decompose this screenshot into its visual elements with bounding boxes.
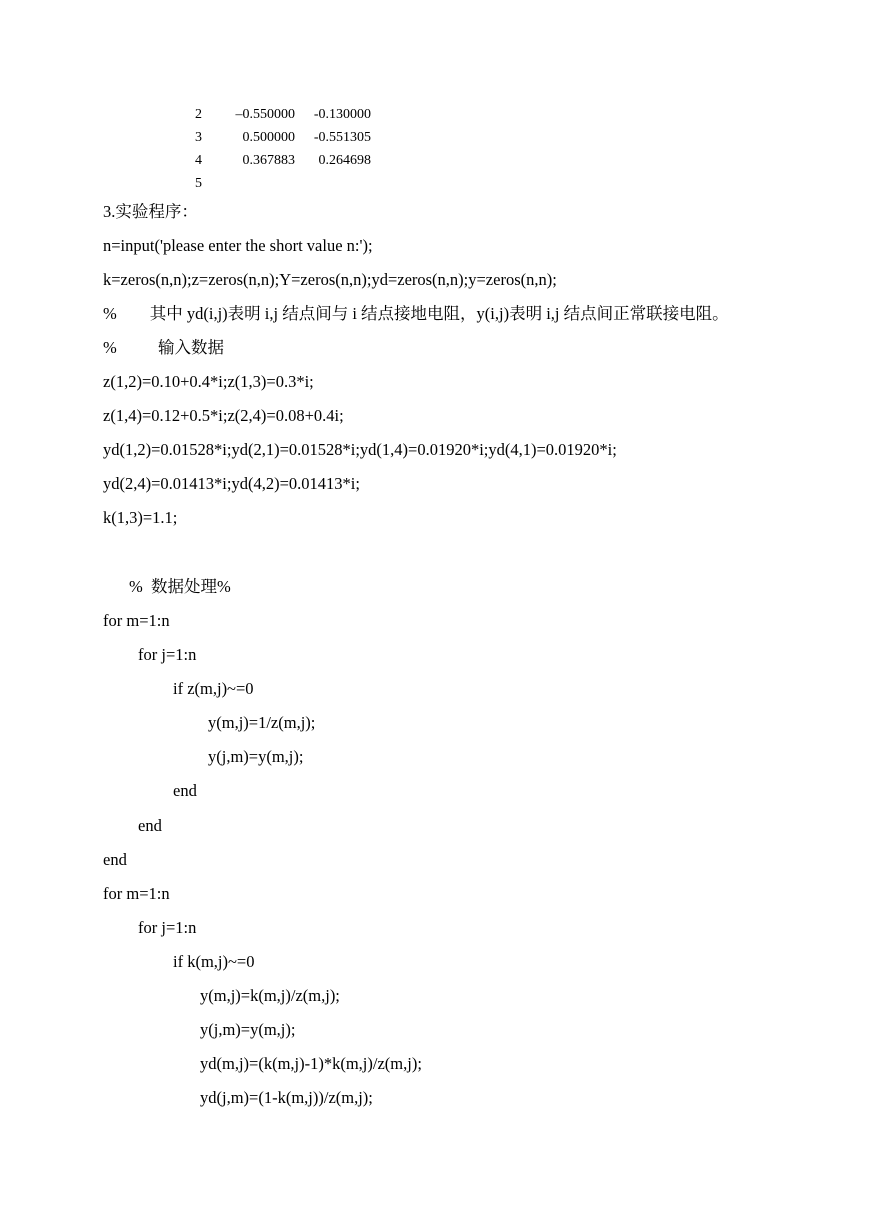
code-line: y(j,m)=y(m,j); bbox=[200, 1020, 296, 1039]
value-a: –0.550000 bbox=[235, 107, 295, 122]
comment-line: % 输入数据 bbox=[103, 338, 224, 357]
code-line: end bbox=[138, 816, 162, 835]
comment-line: % 其中 yd(i,j)表明 i,j 结点间与 i 结点接地电阻，y(i,j)表明 i,j 结点间正常联接电阻。 bbox=[103, 304, 729, 323]
code-line: k(1,3)=1.1; bbox=[103, 508, 178, 527]
code-line: n=input('please enter the short value n:'); bbox=[103, 236, 373, 255]
code-line: for m=1:n bbox=[103, 611, 170, 630]
code-line: for j=1:n bbox=[138, 645, 197, 664]
code-line: k=zeros(n,n);z=zeros(n,n);Y=zeros(n,n);yd=zeros(n,n);y=zeros(n,n); bbox=[103, 270, 557, 289]
code-line: y(m,j)=k(m,j)/z(m,j); bbox=[200, 986, 340, 1005]
code-line: y(j,m)=y(m,j); bbox=[208, 747, 304, 766]
value-a: 0.500000 bbox=[242, 130, 295, 145]
code-line: for j=1:n bbox=[138, 918, 197, 937]
code-line: end bbox=[173, 781, 197, 800]
code-line: z(1,2)=0.10+0.4*i;z(1,3)=0.3*i; bbox=[103, 372, 314, 391]
value-b: -0.551305 bbox=[313, 130, 371, 145]
section-heading: 3.实验程序： bbox=[103, 202, 198, 221]
code-line: for m=1:n bbox=[103, 884, 170, 903]
value-b: -0.130000 bbox=[313, 107, 371, 122]
code-line: if z(m,j)~=0 bbox=[173, 679, 254, 698]
value-a: 0.367883 bbox=[242, 153, 295, 168]
code-line: end bbox=[103, 850, 127, 869]
table-row bbox=[195, 174, 216, 194]
code-line: yd(1,2)=0.01528*i;yd(2,1)=0.01528*i;yd(1,4)=0.01920*i;yd(4,1)=0.01920*i; bbox=[103, 440, 617, 459]
code-line: yd(j,m)=(1-k(m,j))/z(m,j); bbox=[200, 1088, 373, 1107]
code-line: z(1,4)=0.12+0.5*i;z(2,4)=0.08+0.4i; bbox=[103, 406, 344, 425]
table-row bbox=[195, 105, 371, 125]
row-index: 2 bbox=[195, 107, 202, 122]
row-index: 4 bbox=[195, 153, 202, 168]
table-row bbox=[195, 151, 371, 171]
table-row bbox=[195, 128, 371, 148]
code-line: yd(2,4)=0.01413*i;yd(4,2)=0.01413*i; bbox=[103, 474, 360, 493]
code-line: if k(m,j)~=0 bbox=[173, 952, 255, 971]
row-index: 3 bbox=[195, 130, 202, 145]
value-b: 0.264698 bbox=[318, 153, 371, 168]
row-index: 5 bbox=[195, 176, 202, 191]
code-line: y(m,j)=1/z(m,j); bbox=[208, 713, 316, 732]
comment-line: % 数据处理% bbox=[129, 577, 231, 596]
code-line: yd(m,j)=(k(m,j)-1)*k(m,j)/z(m,j); bbox=[200, 1054, 422, 1073]
